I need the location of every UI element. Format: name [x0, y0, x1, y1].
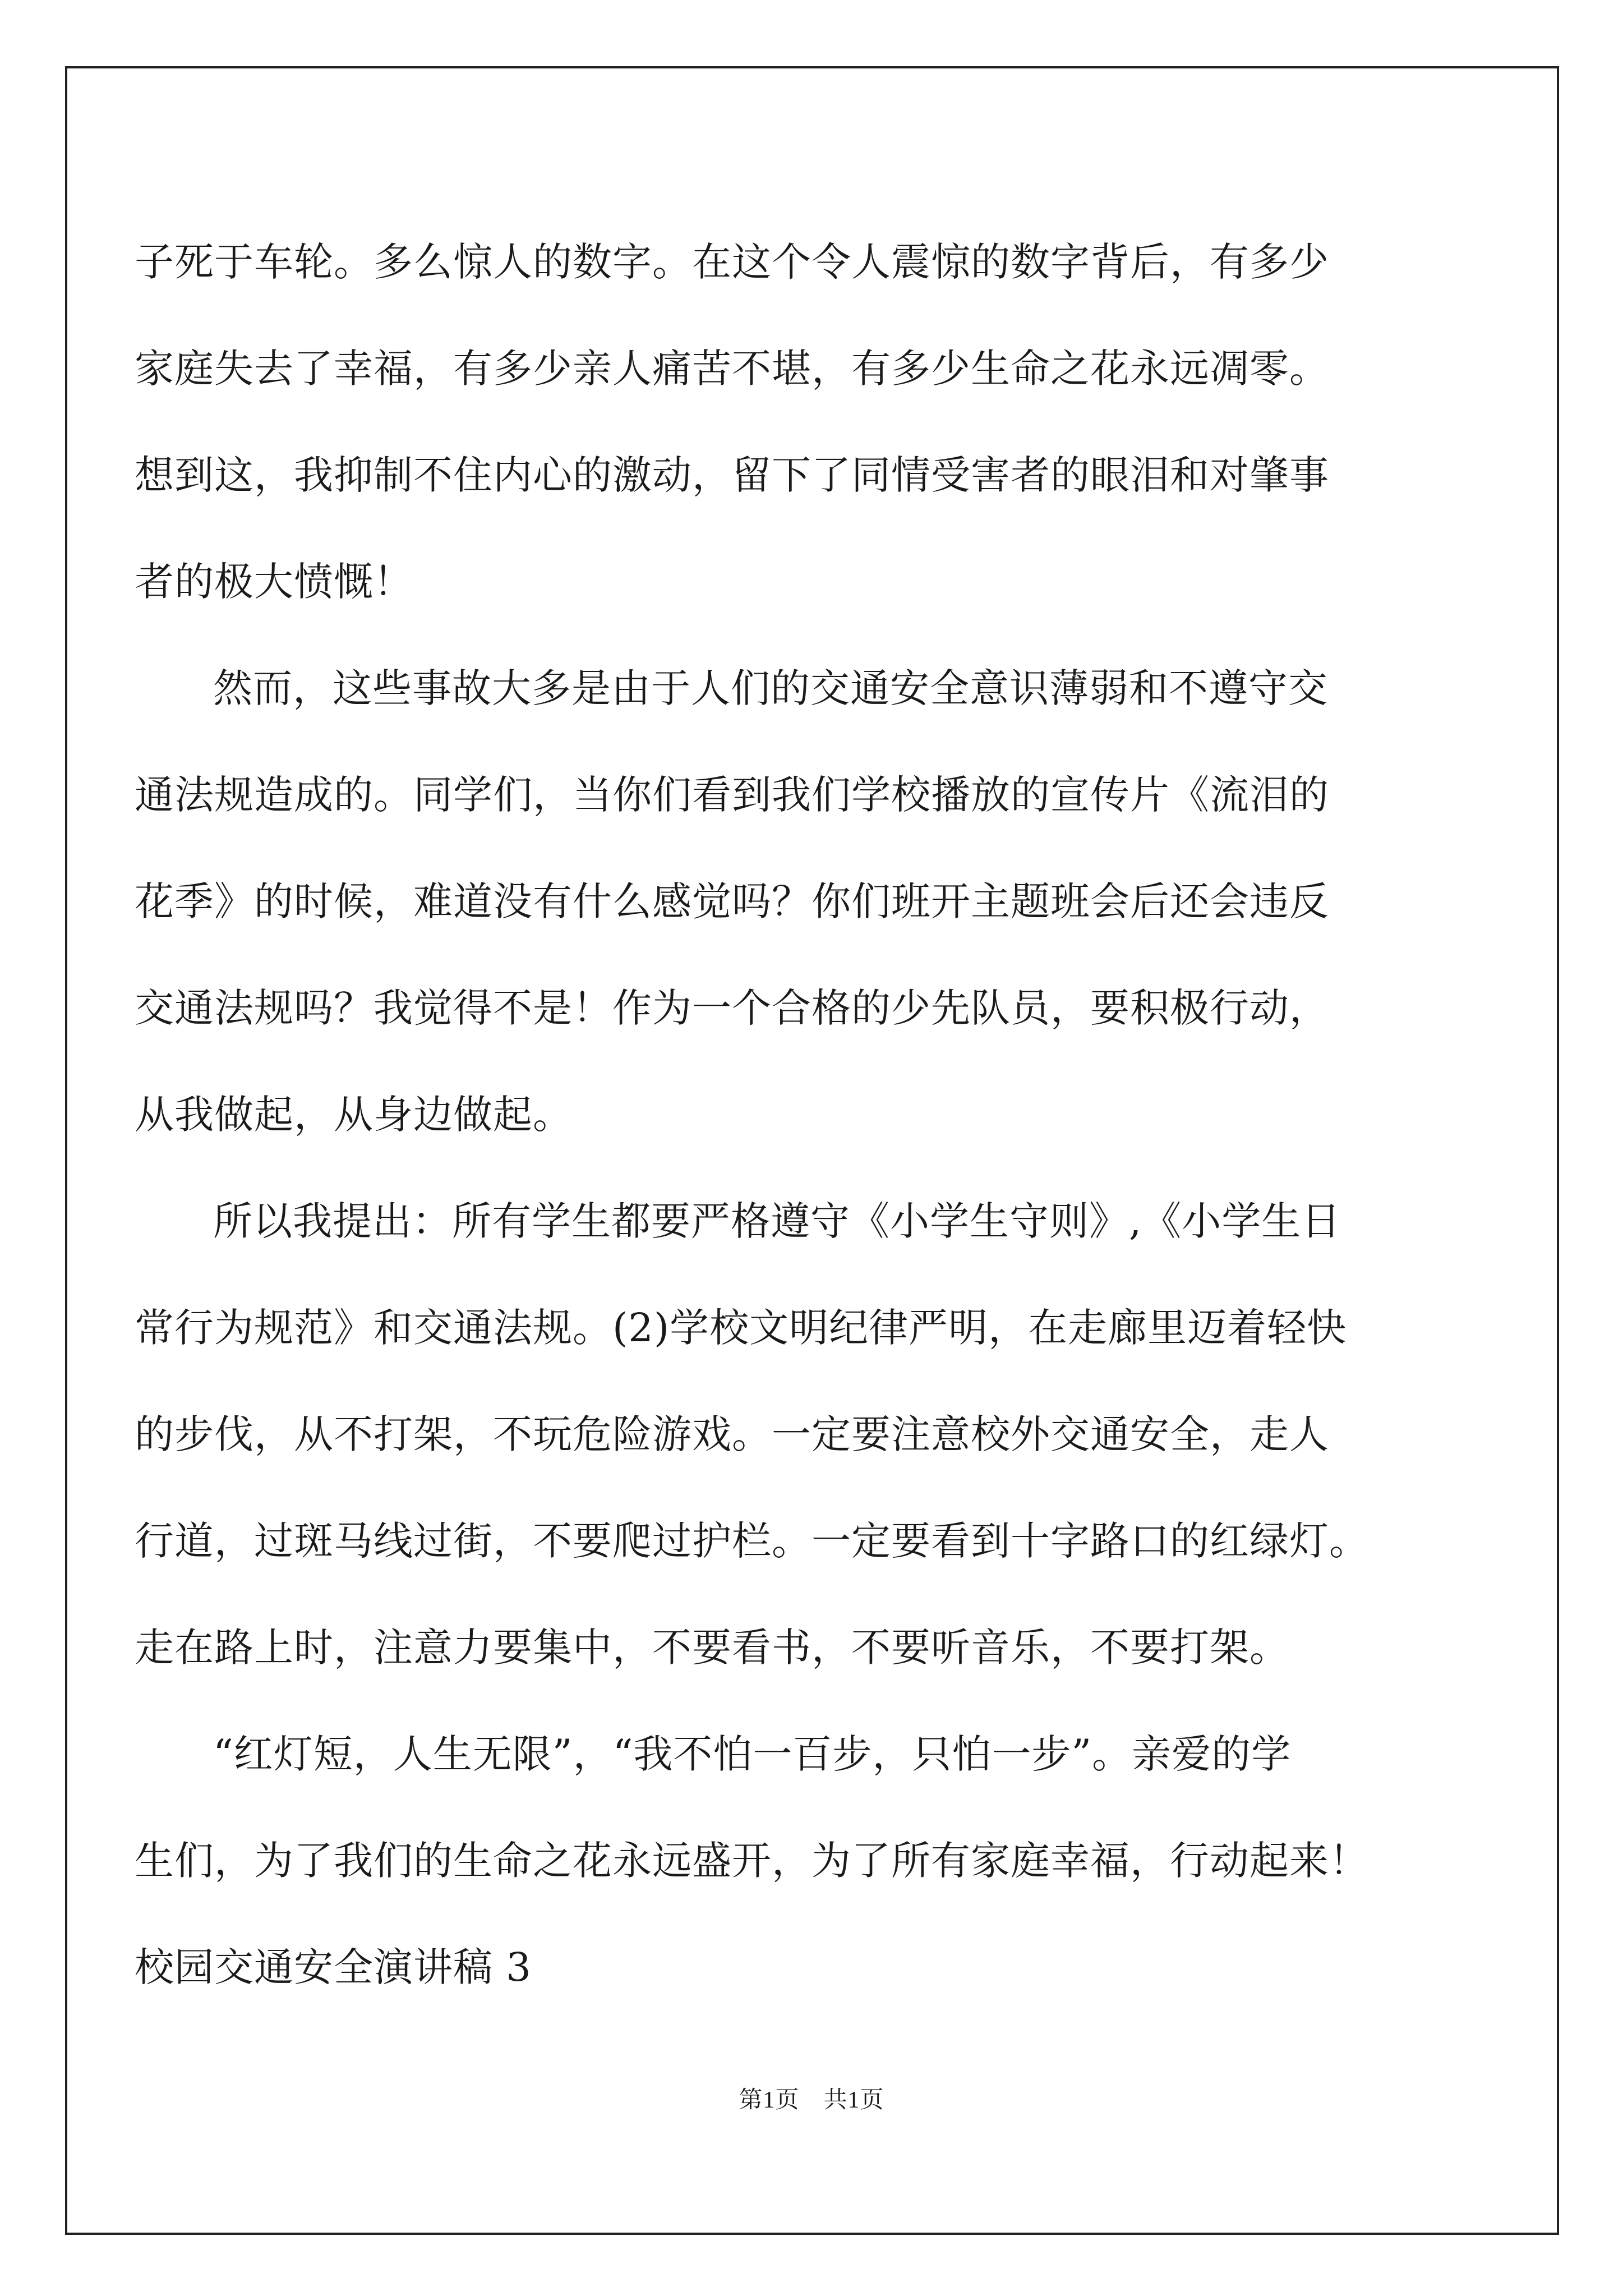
text-line: 者的极大愤慨！	[135, 559, 413, 605]
section-heading: 校园交通安全演讲稿 3	[135, 1944, 532, 1990]
text-line: 生们，为了我们的生命之花永远盛开，为了所有家庭幸福，行动起来！	[135, 1838, 1369, 1884]
document-body	[135, 209, 1481, 2021]
text-line: 花季》的时候，难道没有什么感觉吗？你们班开主题班会后还会违反	[135, 878, 1329, 924]
text-line: 从我做起，从身边做起。	[135, 1092, 573, 1138]
text-line: 常行为规范》和交通法规。(2)学校文明纪律严明，在走廊里迈着轻快	[135, 1305, 1347, 1351]
text-line: 子死于车轮。多么惊人的数字。在这个令人震惊的数字背后，有多少	[135, 239, 1329, 285]
text-line: 行道，过斑马线过街，不要爬过护栏。一定要看到十字路口的红绿灯。	[135, 1518, 1369, 1564]
text-line: 想到这，我抑制不住内心的激动，留下了同情受害者的眼泪和对肇事	[135, 452, 1329, 498]
text-line: 家庭失去了幸福，有多少亲人痛苦不堪，有多少生命之花永远凋零。	[135, 346, 1329, 392]
text-line: 通法规造成的。同学们，当你们看到我们学校播放的宣传片《流泪的	[135, 772, 1329, 818]
text-line: 的步伐，从不打架，不玩危险游戏。一定要注意校外交通安全，走人	[135, 1411, 1329, 1457]
page-number-footer: 第1页 共1页	[739, 2087, 884, 2113]
text-line: 交通法规吗？我觉得不是！作为一个合格的少先队员，要积极行动，	[135, 985, 1329, 1031]
paragraph-start-line: “红灯短，人生无限”，“我不怕一百步，只怕一步”。亲爱的学	[213, 1731, 1292, 1777]
paragraph-start-line: 所以我提出：所有学生都要严格遵守《小学生守则》,《小学生日	[213, 1198, 1341, 1244]
text-line: 走在路上时，注意力要集中，不要看书，不要听音乐，不要打架。	[135, 1625, 1289, 1671]
paragraph-start-line: 然而，这些事故大多是由于人们的交通安全意识薄弱和不遵守交	[213, 665, 1328, 711]
